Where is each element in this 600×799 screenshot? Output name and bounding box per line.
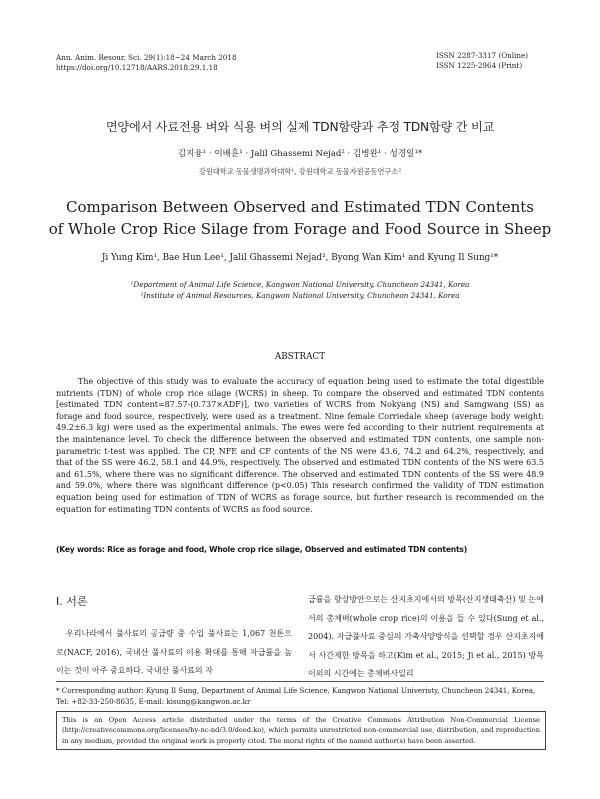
issn-block	[436, 51, 556, 71]
affiliation-1: ¹Department of Animal Life Science, Kangwon National University, Chuncheon 24341, Korea	[130, 280, 470, 289]
doi-link[interactable]: https://doi.org/10.12718/AARS.2018.29.1.18	[56, 63, 218, 72]
korean-affiliations: 강원대학교 동물생명과학대학¹, 강원대학교 동물자원공동연구소²	[198, 167, 402, 176]
english-title	[40, 196, 560, 240]
section-title-introduction: Ⅰ. 서론	[56, 595, 88, 608]
abstract-body	[56, 376, 544, 515]
intro-left-column: 우리나라에서 풀사료의 공급량 중 수입 풀사료는 1,067 천톤으로(NACF, 2016), 국내산 풀사료의 이용 확대를 통해 자급률을 높이는 것이 아주 중요하다. 국내산 풀사료의 자	[56, 629, 292, 675]
issn-print: ISSN 1225-2964 (Print)	[436, 61, 523, 70]
korean-authors: 김지융¹ · 이배훈¹ · Jalil Ghassemi Nejad² · 김병완¹ · 성경일¹*	[177, 149, 423, 159]
intro-right-column: 급률을 향상방안으로는 산지초지에서의 방목(산지생태축산) 및 논에서의 총체벼(whole crop rice)의 이용을 들 수 있다(Sung et al., 2004). 자급풀사료 중심의 가축사양방식을 선택할 경우 산지초지에서 사간제한 방목을 하고(Kim et al., 2015; Ji et al., 2015) 방목 이외의 시간에는 총체벼사일리	[308, 595, 544, 678]
journal-citation: Ann. Anim. Resour. Sci. 29(1):18~24 March 2018	[56, 53, 237, 62]
footnote-divider	[56, 681, 544, 682]
keywords: (Key words: Rice as forage and food, Whole crop rice silage, Observed and estimated TDN contents)	[56, 545, 468, 554]
issn-online: ISSN 2287-3317 (Online)	[436, 51, 529, 60]
affiliation-2: ²Institute of Animal Resources, Kangwon National University, Chuncheon 24341, Korea	[140, 291, 460, 300]
abstract-paragraph: The objective of this study was to evaluate the accuracy of equation being used to estimate the total digestible nutrients (TDN) of whole crop rice silage (WCRS) in sheep. To compare the observed and estimated TDN contents [estimated TDN content=87.57-(0.737×ADF)], two varieties of WCRS from Nokyang (NS) and Samgwang (SS) as forage and food source, respectively, were used as a treatment. Nine female Corriedale sheep (average body weight: 49.2±6.3 kg) were used as the experimental animals. The ewes were fed according to their nutrient requirements at the maintenance level. To check the difference between the observed and estimated TDN contents, one sample non-parametric t-test was applied. The CP, NFE and CF contents of the NS were 43.6, 74.2 and 64.2%, respectively, and that of the SS were 46.2, 58.1 and 44.9%, respectively. The observed and estimated TDN contents of the NS were 63.5 and 61.5%, where there was no significant difference. The observed and estimated TDN contents of the SS were 48.9 and 59.0%, where there was significant difference (p<0.05) This research confirmed the validity of TDN estimation equation being used for estimation of TDN of WCRS as forage source, but further research is recommended on the equation for estimating TDN contents of WCRS as food source.	[56, 377, 544, 514]
license-box: This is an Open Access article distributed under the terms of the Creative Commons Attribution Non-Commercial License (http://creativecommons.org/licenses/by-nc-nd/3.0/deed.ko), which permits unrestricted non-commercial use, distribution, and reproduction in any medium, provided the original work is properly cited. The moral rights of the named author(s) have been asserted.	[56, 711, 546, 750]
korean-title: 면양에서 사료전용 벼와 식용 벼의 실제 TDN함량과 추정 TDN함량 간 비교	[105, 120, 495, 134]
english-affiliations	[0, 279, 600, 301]
corresponding-author-note: * Corresponding author: Kyung Il Sung, Department of Animal Life Science, Kangwon National Univeristy, Chuncheon 24341, Korea, Tel: +82-33-250-8635, E-mail: kisung@kangwon.ac.kr	[56, 686, 536, 706]
abstract-heading: ABSTRACT	[274, 352, 326, 362]
journal-header	[56, 53, 356, 73]
english-authors: Ji Yung Kim¹, Bae Hun Lee¹, Jalil Ghassemi Nejad², Byong Wan Kim¹ and Kyung Il Sung¹*	[101, 253, 499, 263]
english-title-line-2: of Whole Crop Rice Silage from Forage and Food Source in Sheep	[48, 220, 552, 238]
english-title-line-1: Comparison Between Observed and Estimated TDN Contents	[66, 198, 534, 216]
